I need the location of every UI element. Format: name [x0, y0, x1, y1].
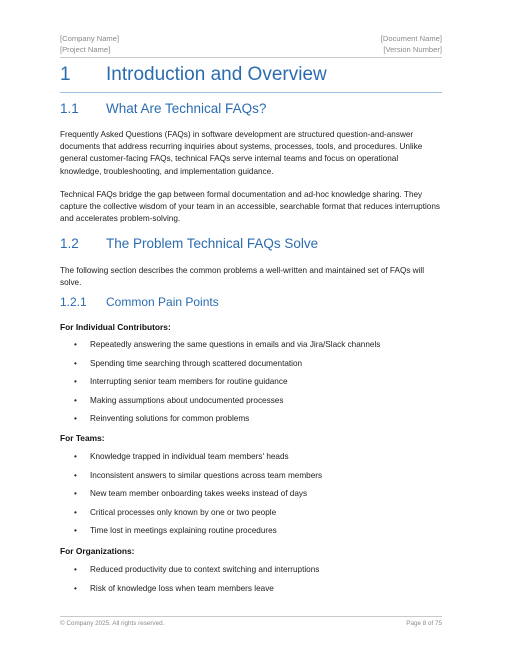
group-label-teams: For Teams:: [60, 433, 105, 443]
heading-1-2-1: [60, 295, 219, 309]
header-left: [60, 33, 119, 55]
copyright-text: © Company 2025. All rights reserved.: [60, 620, 165, 627]
paragraph-faq-definition: Frequently Asked Questions (FAQs) in software development are structured question-and-answer documents that address recurring inquiries about systems, processes, tools, and procedures. Unlike general customer-facing FAQs, technical FAQs serve internal teams and focus on operational knowledge, troubleshooting, and implementation guidance.: [60, 130, 423, 176]
page-number: Page 8 of 75: [406, 620, 442, 627]
list-item: • Making assumptions about undocumented processes: [74, 395, 284, 405]
version-number: [Version Number]: [383, 45, 442, 54]
list-organizations: [60, 564, 445, 601]
heading-1-2-number: 1.2: [60, 236, 79, 251]
list-individual: [60, 339, 445, 432]
heading-1-title: Introduction and Overview: [106, 64, 327, 85]
heading-1-1-title: What Are Technical FAQs?: [106, 101, 267, 116]
heading-1-1-number: 1.1: [60, 101, 79, 116]
header-right: [381, 33, 442, 55]
list-item: • Spending time searching through scattered documentation: [74, 358, 303, 368]
list-teams: [60, 451, 445, 544]
list-item: • Inconsistent answers to similar questions across team members: [74, 470, 323, 480]
heading-1-2: [60, 236, 318, 251]
list-item: • Interrupting senior team members for routine guidance: [74, 377, 288, 387]
heading-1: [60, 64, 327, 86]
footer-divider: [60, 616, 442, 617]
document-name: [Document Name]: [380, 34, 442, 43]
list-item: • New team member onboarding takes weeks instead of days: [74, 489, 308, 499]
list-item: • Risk of knowledge loss when team members leave: [74, 583, 274, 593]
list-item: • Critical processes only known by one or two people: [74, 507, 277, 517]
paragraph-faq-bridge: Technical FAQs bridge the gap between formal documentation and ad-hoc knowledge sharing. They capture the collective wisdom of your team in an accessible, searchable format that reduces interruptions and accelerates problem-solving.: [60, 190, 440, 224]
project-name: [Project Name]: [60, 45, 111, 54]
group-label-organizations: For Organizations:: [60, 546, 135, 556]
heading-1-number: 1: [60, 64, 71, 85]
list-item: • Knowledge trapped in individual team members' heads: [74, 452, 289, 461]
heading-1-1: [60, 101, 266, 116]
list-item: • Reduced productivity due to context switching and interruptions: [74, 565, 320, 574]
header-divider: [60, 57, 442, 58]
list-item: • Reinventing solutions for common problems: [74, 414, 250, 424]
paragraph-problem-intro: The following section describes the common problems a well-written and maintained set of FAQs will solve.: [60, 266, 425, 288]
list-item: • Repeatedly answering the same questions in emails and via Jira/Slack channels: [74, 340, 381, 349]
heading-1-2-title: The Problem Technical FAQs Solve: [106, 236, 319, 251]
company-name: [Company Name]: [60, 34, 120, 43]
heading-1-2-1-title: Common Pain Points: [106, 295, 219, 309]
list-item: • Time lost in meetings explaining routine procedures: [74, 526, 277, 536]
group-label-individual: For Individual Contributors:: [60, 322, 171, 332]
heading-1-2-1-number: 1.2.1: [60, 295, 87, 309]
heading-1-underline: [60, 92, 442, 93]
